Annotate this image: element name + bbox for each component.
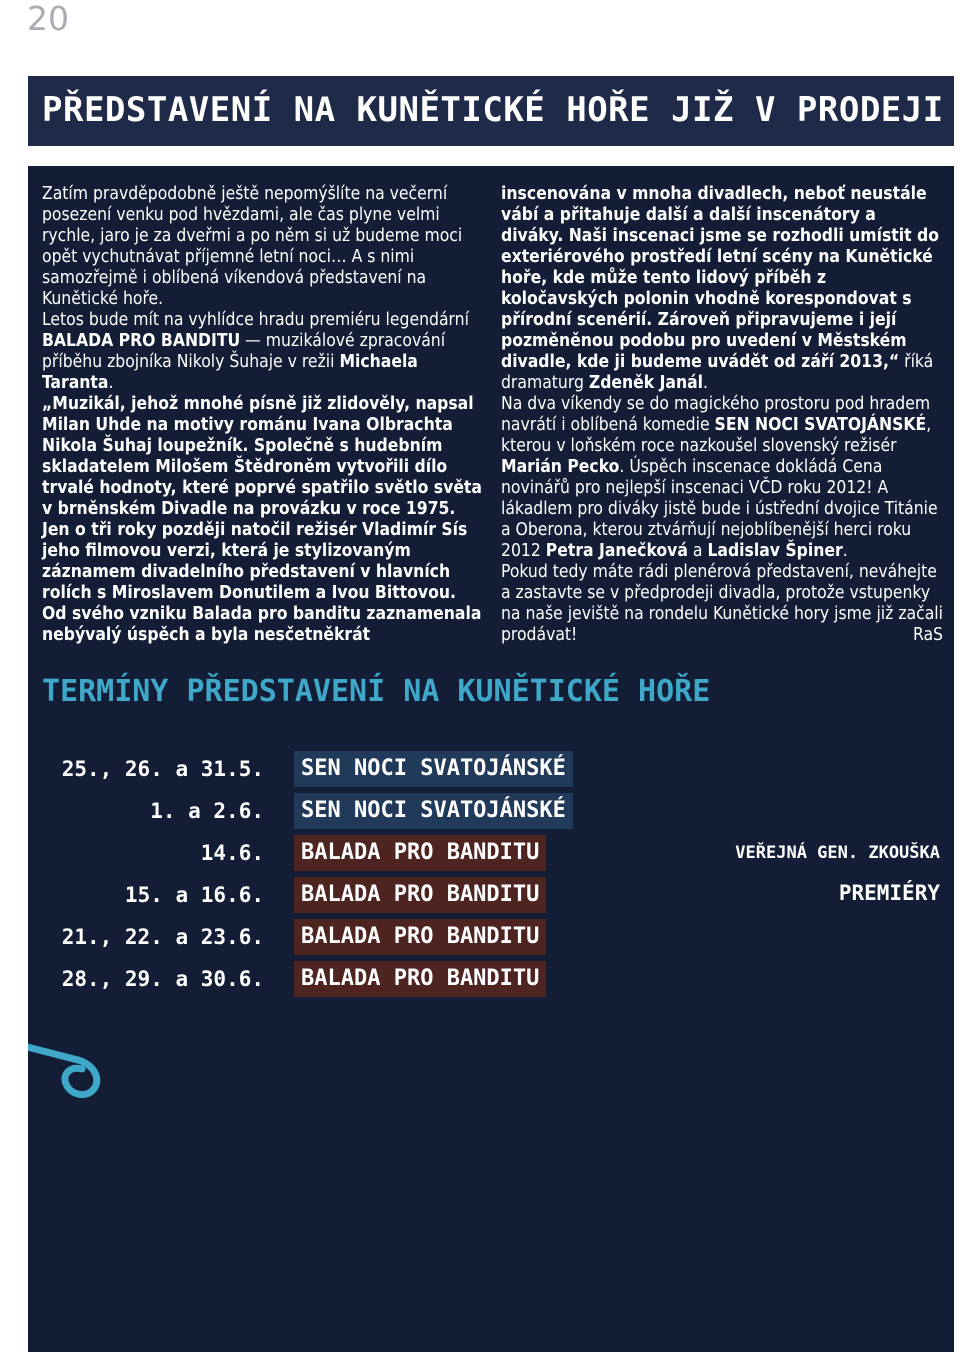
paragraph-intro: [42, 184, 484, 310]
schedule-show-title: BALADA PRO BANDITU: [294, 919, 546, 955]
text-fragment: , kterou v loňském roce nazkoušel slovenský režisér: [501, 415, 932, 456]
paperclip-icon: [28, 1012, 150, 1102]
paragraph-closing: [501, 562, 943, 646]
paragraph-premiere: [42, 310, 484, 394]
text-fragment: .: [842, 541, 848, 561]
page-number: 20: [27, 0, 69, 38]
text-fragment: — muzikálové zpracování příběhu zbojníka Nikoly Šuhaje v režii: [42, 331, 446, 372]
show-title-sen-noci: SEN NOCI SVATOJÁNSKÉ: [714, 415, 927, 435]
text-fragment: Letos bude mít na vyhlídce hradu premiéru legendární: [42, 310, 469, 330]
schedule-show-title: SEN NOCI SVATOJÁNSKÉ: [294, 751, 573, 787]
schedule-date: 1. a 2.6.: [150, 799, 264, 823]
text-fragment: .: [108, 373, 114, 393]
closing-text: Pokud tedy máte rádi plenérová představení, neváhejte a zastavte se v předprodeji divadla, protože vstupenky na naše jeviště na rondelu Kunětické hory jsme již začali prodávat!: [501, 562, 943, 645]
article-column-left: [42, 184, 484, 646]
schedule-row: [28, 919, 954, 955]
paragraph-sen-noci: [501, 394, 943, 562]
schedule-heading: TERMÍNY PŘEDSTAVENÍ NA KUNĚTICKÉ HOŘE: [42, 674, 711, 709]
page-title: PŘEDSTAVENÍ NA KUNĚTICKÉ HOŘE JIŽ V PRODEJI: [42, 90, 944, 130]
schedule-show-title: SEN NOCI SVATOJÁNSKÉ: [294, 793, 573, 829]
schedule-show-title: BALADA PRO BANDITU: [294, 961, 546, 997]
text-fragment: a: [687, 541, 708, 561]
actor-name: Ladislav Špiner: [707, 541, 843, 561]
text-fragment: . Úspěch inscenace dokládá Cena novinářů pro nejlepší inscenaci VČD roku 2012! A lákadlem pro diváky jistě bude i ústřední dvojice Titánie a Oberona, kterou ztvárňují nejoblíbenější herci roku 2012: [501, 457, 938, 561]
director-name: Marián Pecko: [501, 457, 620, 477]
schedule-date: 14.6.: [200, 841, 264, 865]
actor-name: Petra Janečková: [545, 541, 688, 561]
schedule-date: 15. a 16.6.: [124, 883, 264, 907]
text-fragment: Na dva víkendy se do magického prostoru pod hradem navrátí i oblíbená komedie: [501, 394, 931, 435]
article-column-right: [501, 184, 943, 646]
schedule-row: [28, 877, 954, 913]
schedule-date: 28., 29. a 30.6.: [61, 967, 264, 991]
schedule-row: [28, 751, 954, 787]
article-panel: [28, 166, 954, 1352]
schedule-date: 25., 26. a 31.5.: [61, 757, 264, 781]
quote-text: „Muzikál, jehož mnohé písně již zlidověly, napsal Milan Uhde na motivy románu Ivana Olbrachta Nikola Šuhaj loupežník. Společně s hudebním skladatelem Milošem Štědroněm vytvořili dílo trvalé hodnoty, které poprvé spatřilo světlo světa v brněnském Divadle na provázku v roce 1975. Jen o tři roky později natočil režisér Vladimír Sís jeho filmovou verzi, která je stylizovaným záznamem divadelního představení v hlavních rolích s Miroslavem Donutilem a Ivou Bittovou. Od svého vzniku Balada pro banditu zaznamenala nebývalý úspěch a byla nesčetněkrát: [42, 394, 482, 645]
schedule-show-title: BALADA PRO BANDITU: [294, 835, 546, 871]
director-name: Michaela Taranta: [42, 352, 418, 393]
schedule-row: [28, 793, 954, 829]
schedule-note: PREMIÉRY: [838, 881, 940, 905]
author-signature: RaS: [912, 625, 943, 645]
schedule-show-title: BALADA PRO BANDITU: [294, 877, 546, 913]
schedule-note: VEŘEJNÁ GEN. ZKOUŠKA: [735, 843, 940, 863]
schedule-date: 21., 22. a 23.6.: [61, 925, 264, 949]
intro-text: Zatím pravděpodobně ještě nepomýšlíte na večerní posezení venku pod hvězdami, ale čas plyne velmi rychle, jaro je za dveřmi a po něm si už budeme moci opět vychutnávat příjemné letní noci… A s nimi samozřejmě i oblíbená víkendová představení na Kunětické hoře.: [42, 184, 463, 309]
text-fragment: říká dramaturg: [501, 352, 934, 393]
schedule-row: [28, 961, 954, 997]
show-title-balada: BALADA PRO BANDITU: [42, 331, 241, 351]
quote-text: inscenována v mnoha divadlech, neboť neustále vábí a přitahuje další a další inscenátory a diváky. Naši inscenaci jsme se rozhodli umístit do exteriérového prostředí letní scény na Kunětické hoře, kde může tento lidový příběh z koločavských polonin vhodně korespondovat s přírodní scenérií. Zároveň připravujeme i její pozměněnou podobu pro uvedení v Městském divadle, kde ji budeme uvádět od září 2013,“: [501, 184, 940, 372]
schedule-row: [28, 835, 954, 871]
paragraph-quote: [42, 394, 484, 646]
header-band: [28, 76, 954, 146]
text-fragment: .: [703, 373, 709, 393]
paragraph-quote: [501, 184, 943, 394]
dramaturg-name: Zdeněk Janál: [588, 373, 704, 393]
